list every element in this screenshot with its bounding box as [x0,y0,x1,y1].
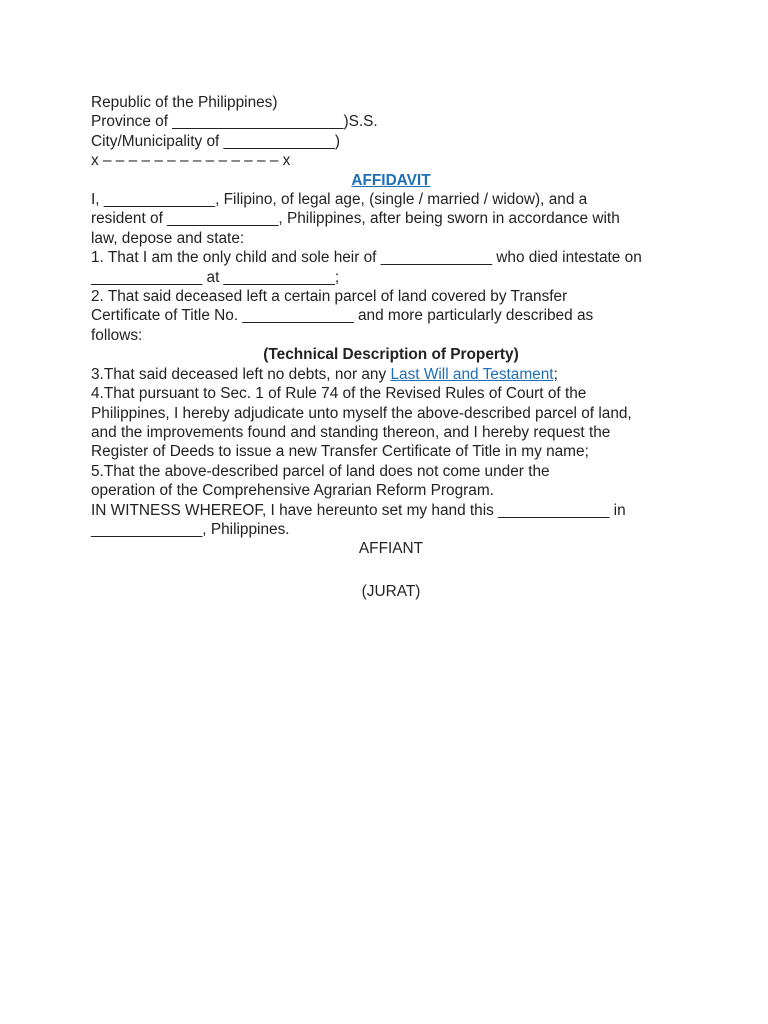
intro-paragraph [91,190,691,248]
caption-republic: Republic of the Philippines) [91,94,278,111]
caption-block [91,93,691,171]
item-1 [91,248,691,287]
item-2 [91,287,691,345]
item-1-line: _____________ at _____________; [91,268,340,286]
witness-clause [91,501,691,540]
item-3-text: 3.That said deceased left no debts, nor any [91,365,391,383]
item-5-line: 5.That the above-described parcel of land does not come under the [91,462,550,480]
witness-line: _____________, Philippines. [91,520,290,538]
intro-line: law, depose and state: [91,229,245,247]
item-2-line: 2. That said deceased left a certain parcel of land covered by Transfer [91,288,568,306]
spacer [91,559,691,582]
item-4-line: Register of Deeds to issue a new Transfer Certificate of Title in my name; [91,443,589,461]
caption-separator: x – – – – – – – – – – – – – – x [91,152,291,170]
item-5 [91,462,691,501]
document-title: AFFIDAVIT [351,171,431,189]
caption-city: City/Municipality of _____________) [91,132,340,150]
title-row [91,171,691,190]
item-4-line: and the improvements found and standing thereon, and I hereby request the [91,423,611,441]
intro-line: I, _____________, Filipino, of legal age, (single / married / widow), and a [91,191,588,209]
intro-line: resident of _____________, Philippines, after being sworn in accordance with [91,210,620,228]
caption-province: Province of ____________________)S.S. [91,113,378,131]
affidavit-document [91,93,691,601]
item-3 [91,365,691,384]
item-2-line: follows: [91,326,143,344]
affiant-label: AFFIANT [358,540,424,558]
item-5-line: operation of the Comprehensive Agrarian Reform Program. [91,482,494,500]
item-4-line: 4.That pursuant to Sec. 1 of Rule 74 of the Revised Rules of Court of the [91,385,587,403]
jurat-label: (JURAT) [361,582,421,600]
technical-description-heading: (Technical Description of Property) [263,346,519,364]
item-1-line: 1. That I am the only child and sole heir of _____________ who died intestate on [91,249,642,267]
item-4 [91,384,691,462]
item-4-line: Philippines, I hereby adjudicate unto myself the above-described parcel of land, [91,404,632,422]
witness-line: IN WITNESS WHEREOF, I have hereunto set my hand this _____________ in [91,501,626,519]
item-3-suffix: ; [553,365,558,383]
item-2-line: Certificate of Title No. _____________ and more particularly described as [91,307,594,325]
last-will-link[interactable]: Last Will and Testament [390,365,554,383]
